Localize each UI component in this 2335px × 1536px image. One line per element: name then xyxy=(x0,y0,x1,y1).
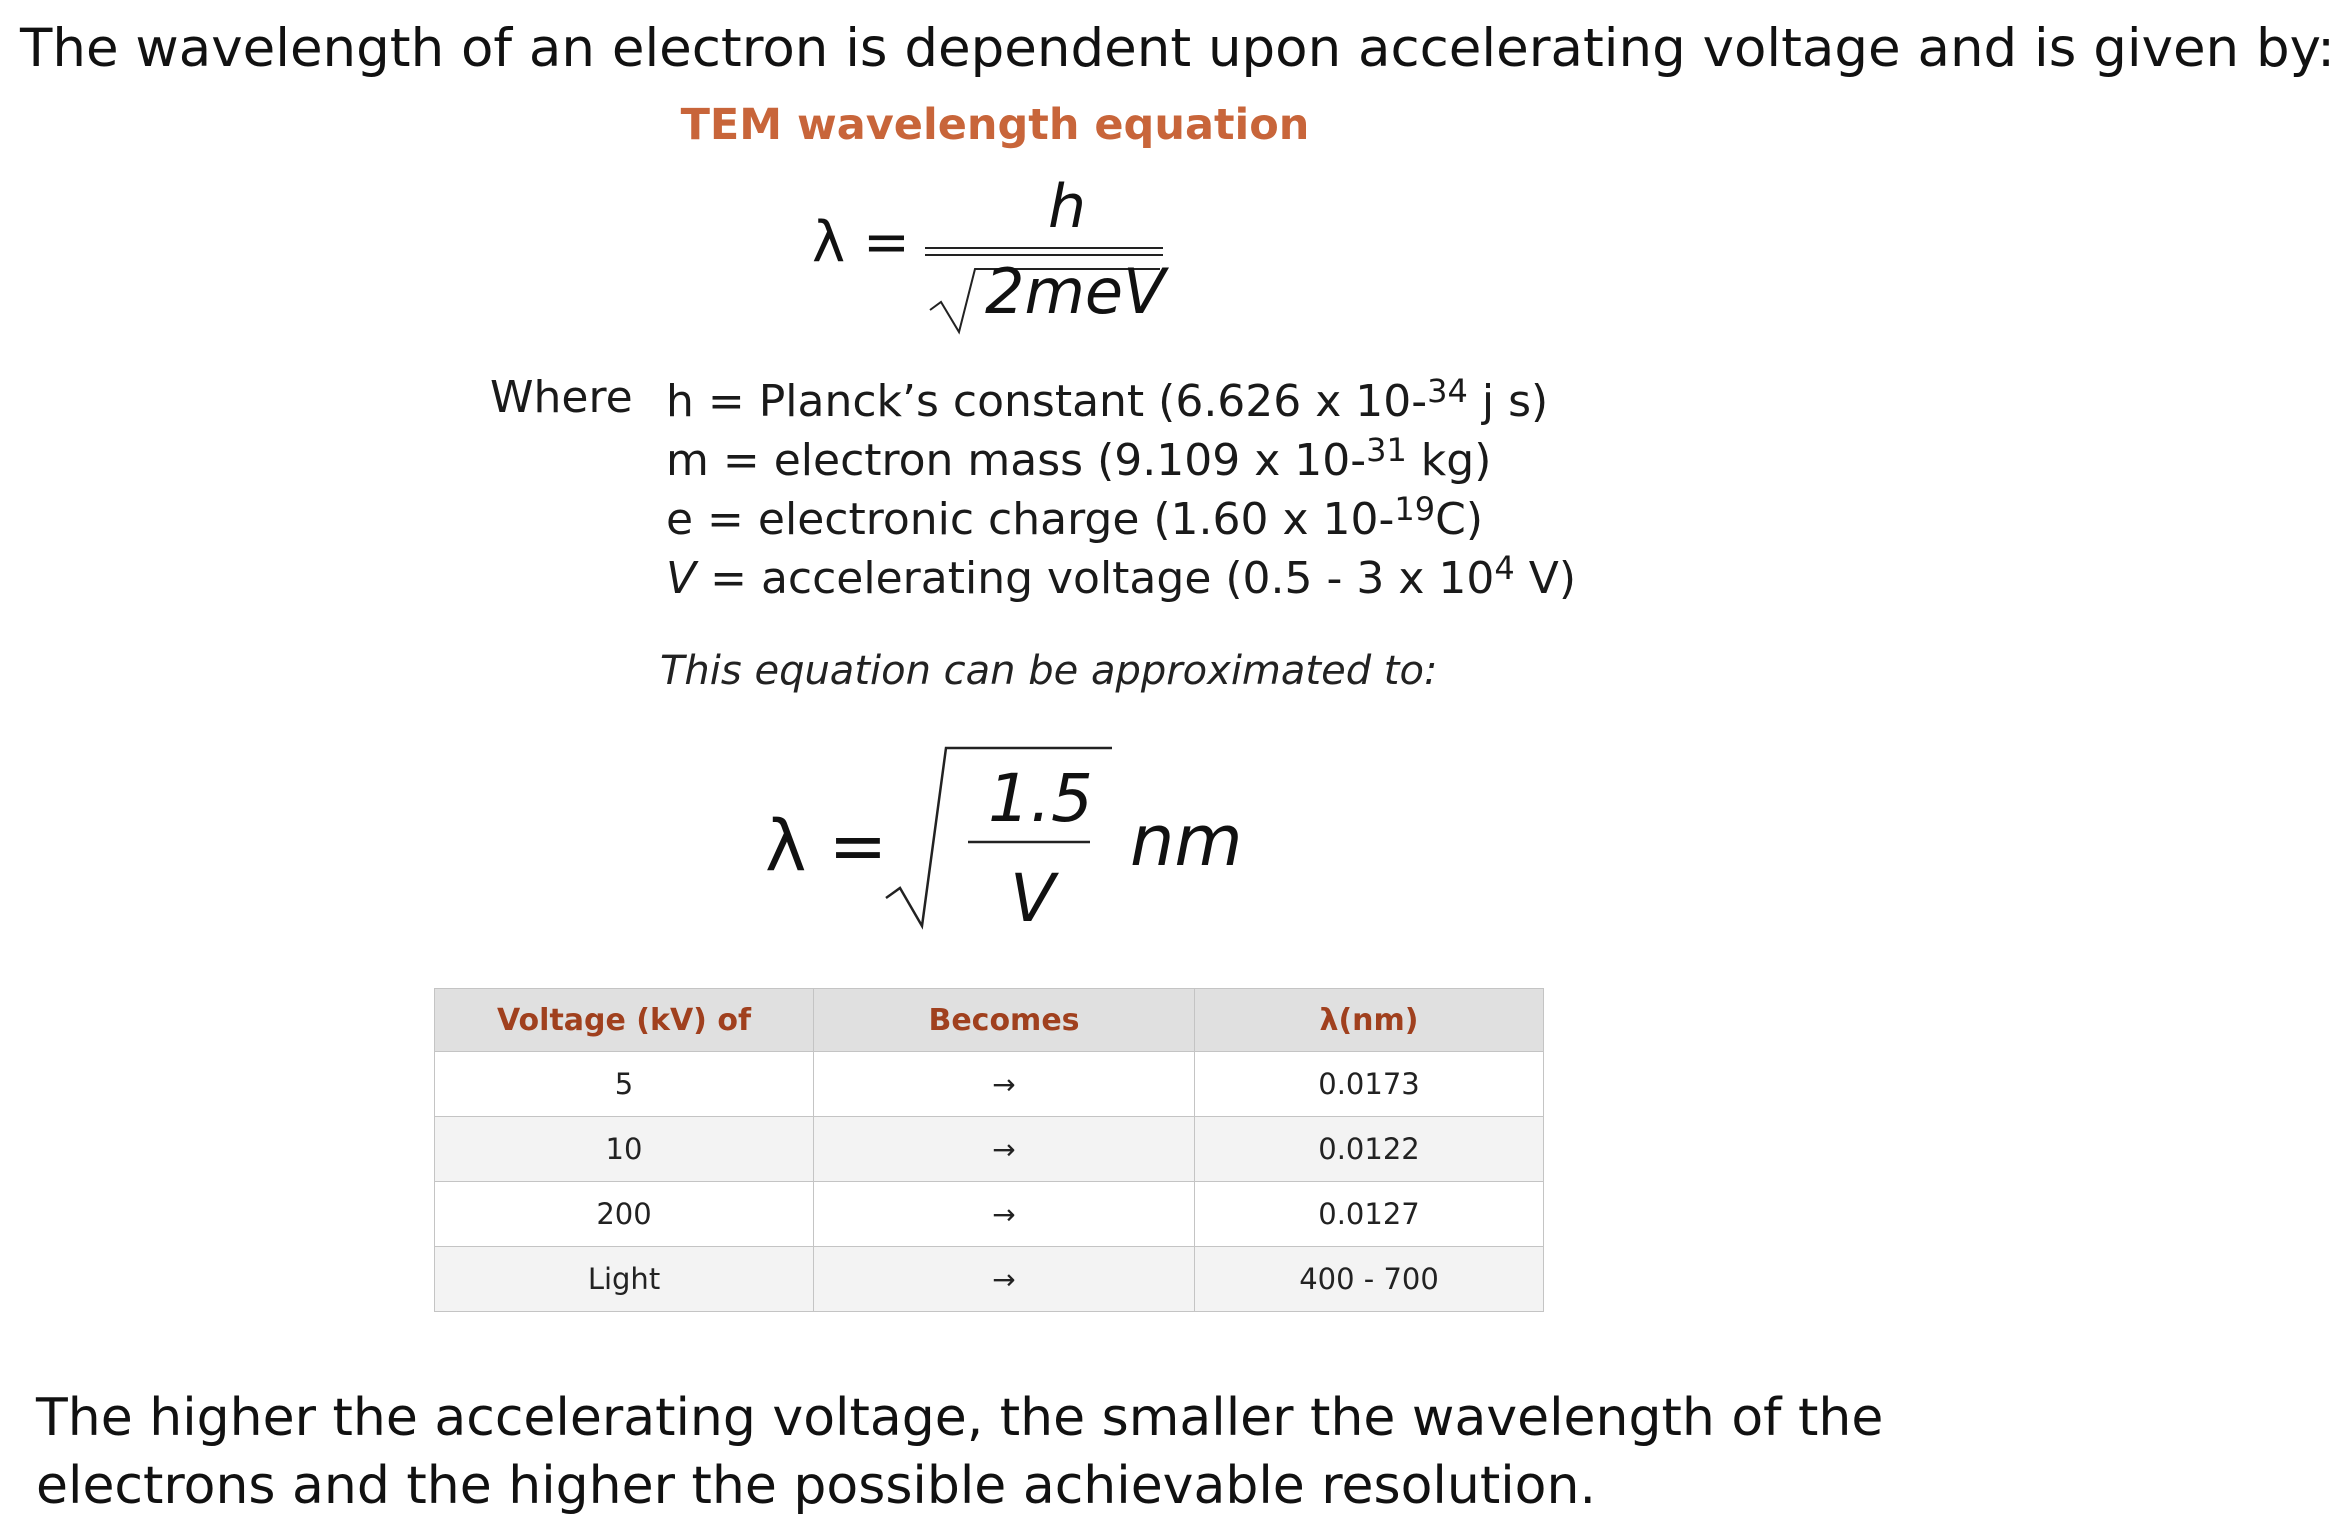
equation1-numerator: h xyxy=(1048,172,1087,242)
arrow-icon: → xyxy=(814,1247,1195,1312)
table-row xyxy=(435,1117,1544,1182)
equation2-denominator: V xyxy=(1010,860,1056,937)
cell-wavelength: 0.0127 xyxy=(1195,1182,1544,1247)
cell-wavelength: 0.0173 xyxy=(1195,1052,1544,1117)
equation2-lhs: λ = xyxy=(765,805,888,887)
header-voltage: Voltage (kV) of xyxy=(435,989,814,1052)
cell-wavelength: 400 - 700 xyxy=(1195,1247,1544,1312)
table-header-row xyxy=(435,989,1544,1052)
equation2-unit: nm xyxy=(1130,800,1243,882)
arrow-icon: → xyxy=(814,1052,1195,1117)
table-row xyxy=(435,1052,1544,1117)
cell-voltage: 200 xyxy=(435,1182,814,1247)
intro-text: The wavelength of an electron is dependent upon accelerating voltage and is given by: xyxy=(20,18,2335,79)
approximation-text: This equation can be approximated to: xyxy=(660,648,1438,694)
wavelength-table xyxy=(434,988,1544,1312)
equation2-numerator: 1.5 xyxy=(988,760,1093,837)
table-row xyxy=(435,1247,1544,1312)
definitions-list xyxy=(666,372,1576,608)
header-becomes: Becomes xyxy=(814,989,1195,1052)
table-row xyxy=(435,1182,1544,1247)
cell-wavelength: 0.0122 xyxy=(1195,1117,1544,1182)
cell-voltage: 10 xyxy=(435,1117,814,1182)
definition-m: m = electron mass (9.109 x 10-$^{31}$ kg) xyxy=(666,431,1492,486)
equation-title: TEM wavelength equation xyxy=(680,100,1310,150)
conclusion-text: The higher the accelerating voltage, the smaller the wavelength of the electrons and the higher the possible achievable resolution. xyxy=(36,1388,1884,1516)
cell-voltage: 5 xyxy=(435,1052,814,1117)
definition-h: h = Planck’s constant (6.626 x 10-$^{34}$ j s) xyxy=(666,372,1549,427)
cell-voltage: Light xyxy=(435,1247,814,1312)
where-label: Where xyxy=(490,372,633,423)
definition-e: e = electronic charge (1.60 x 10-$^{19}$C) xyxy=(666,490,1484,545)
definition-v: V = accelerating voltage (0.5 - 3 x $10^4$ V) xyxy=(666,549,1576,604)
equation1-lhs: λ = xyxy=(812,210,910,275)
arrow-icon: → xyxy=(814,1182,1195,1247)
header-wavelength: λ(nm) xyxy=(1195,989,1544,1052)
equation1-denominator: 2meV xyxy=(985,255,1166,328)
arrow-icon: → xyxy=(814,1117,1195,1182)
